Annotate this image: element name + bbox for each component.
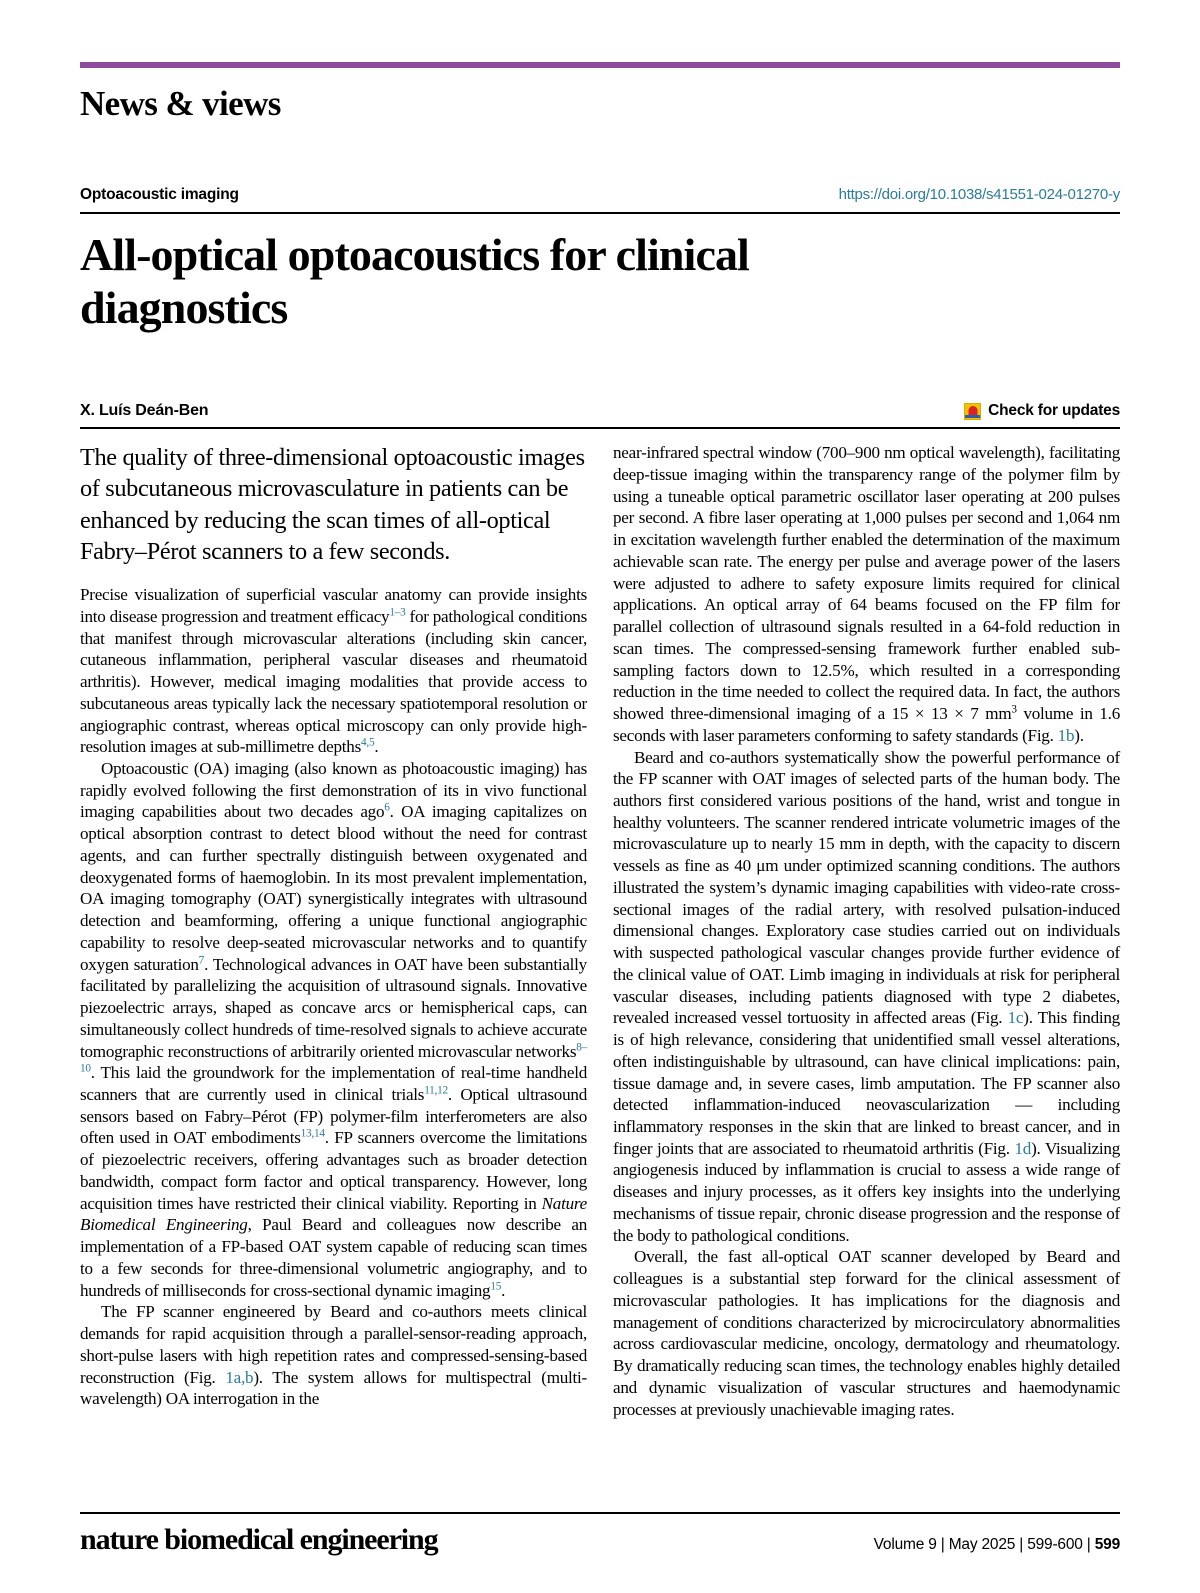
- crossmark-icon: [964, 403, 981, 420]
- check-for-updates-badge[interactable]: [964, 402, 1120, 420]
- p5-text-c: ). Visualizing angiogenesis induced by inflammation is crucial to assess a wide range of diseases and injury processes, as it offers key insights into the underlying mechanisms of tissue repair, chronic disease progression and the response of the body to pathological conditions.: [613, 1138, 1120, 1245]
- reference-13-14[interactable]: 13,14: [300, 1127, 325, 1140]
- reference-4-5[interactable]: 4,5: [361, 736, 375, 749]
- journal-name: nature biomedical engineering: [80, 1523, 438, 1556]
- author-divider: [80, 427, 1120, 429]
- folio-page-number: 599: [1094, 1536, 1120, 1553]
- p5-text-b: ). This finding is of high relevance, considering that unidentified small vessel alterations, often indistinguishable by ultrasound, can have clinical implications: pain, tissue damage and, in severe cases, limb amputation. The FP scanner also detected inflammation-induced neovascularization — including inflammatory responses in the skin that are linked to breast cancer, and in finger joints that are associated to rheumatoid arthritis (Fig.: [613, 1008, 1120, 1158]
- reference-11-12[interactable]: 11,12: [424, 1084, 448, 1097]
- p2-text-b: . OA imaging capitalizes on optical absorption contrast to detect blood without the need for contrast agents, and can further spectrally distinguish between oxygenated and deoxygenated forms of haemoglobin. In its most prevalent implementation, OA imaging tomography (OAT) synergistically integrates with ultrasound detection and beamforming, offering a unique functional angiographic capability to resolve deep-seated microvascular networks and to quantify oxygen saturation: [80, 802, 587, 974]
- reference-6[interactable]: 6: [384, 801, 390, 814]
- p4-text-a: near-infrared spectral window (700–900 nm optical wavelength), facilitating deep-tissue imaging within the transparency range of the polymer film by using a tuneable optical parametric oscillator laser operating at 200 pulses per second. A fibre laser operating at 1,000 pulses per second and 1,064 nm in excitation wavelength further enabled the determination of the maximum achievable scan rate. The energy per pulse and average power of the lasers were adjusted to adhere to safety exposure limits required for clinical applications. An optical array of 64 beams focused on the FP film for parallel collection of ultrasound signals resulted in a 64-fold reduction in scan times. The compressed-sensing framework further enabled sub-sampling factors down to 12.5%, which resulted in a corresponding reduction in the time needed to collect the required data. In fact, the authors showed three-dimensional imaging of a 15 × 13 × 7 mm: [613, 443, 1120, 724]
- right-column: [613, 442, 1120, 1420]
- figure-reference-1ab[interactable]: 1a,b: [225, 1367, 254, 1387]
- p5-text-a: Beard and co-authors systematically show the powerful performance of the FP scanner with OAT images of selected parts of the human body. The authors first considered various positions of the hand, wrist and tongue in healthy volunteers. The scanner rendered intricate volumetric images of the microvasculature up to nearly 15 mm in depth, with the capacity to discern vessels as fine as 40 μm under optimized scanning conditions. The authors illustrated the system’s dynamic imaging capabilities with video-rate cross-sectional images of the radial artery, with resolved pulsation-induced dimensional changes. Exploratory case studies carried out on individuals with suspected pathological vascular changes provide further evidence of the clinical value of OAT. Limb imaging in individuals at risk for peripheral vascular diseases, including patients diagnosed with type 2 diabetes, revealed increased vessel tortuosity in affected areas (Fig.: [613, 747, 1120, 1028]
- reference-7[interactable]: 7: [198, 953, 205, 966]
- p1-text-c: .: [374, 737, 379, 757]
- top-accent-rule: [80, 62, 1120, 68]
- author-name: X. Luís Deán-Ben: [80, 402, 209, 420]
- p2-text-d: . This laid the groundwork for the implementation of real-time handheld scanners that are currently used in clinical trials: [80, 1063, 587, 1104]
- section-kicker: Optoacoustic imaging: [80, 185, 239, 203]
- footer-divider: [80, 1512, 1120, 1514]
- paragraph-3: [80, 1301, 587, 1410]
- footer-row: [80, 1523, 1120, 1557]
- paragraph-5: [613, 747, 1120, 1247]
- figure-reference-1c[interactable]: 1c: [1007, 1008, 1024, 1028]
- kicker-row: [80, 186, 1120, 204]
- reference-8-10[interactable]: 8–10: [80, 1040, 587, 1075]
- standfirst: The quality of three-dimensional optoacoustic images of subcutaneous microvasculature in patients can be enhanced by reducing the scan times of all-optical Fabry–Pérot scanners to a few seconds.: [80, 444, 585, 565]
- p2-text-e: . Optical ultrasound sensors based on Fabry–Pérot (FP) polymer-film interferometers are also often used in OAT embodiments: [80, 1084, 587, 1148]
- check-for-updates-label: Check for updates: [988, 402, 1120, 420]
- body-columns: [80, 442, 1120, 1420]
- reference-15[interactable]: 15: [490, 1279, 502, 1292]
- masthead-news-and-views: News & views: [80, 84, 281, 123]
- doi-link[interactable]: https://doi.org/10.1038/s41551-024-01270-y: [838, 185, 1120, 203]
- p2-text-g: , Paul Beard and colleagues now describe an implementation of a FP-based OAT system capable of reducing scan times to a few seconds for three-dimensional volumetric angiography, and to hundreds of milliseconds for cross-sectional dynamic imaging: [80, 1215, 587, 1300]
- p1-text-a: Precise visualization of superficial vascular anatomy can provide insights into disease progression and treatment efficacy: [80, 585, 587, 626]
- page-title: All-optical optoacoustics for clinical diagnostics: [80, 228, 749, 333]
- kicker-divider: [80, 212, 1120, 214]
- p3-text-a: The FP scanner engineered by Beard and co-authors meets clinical demands for rapid acquisition through a parallel-sensor-reading approach, short-pulse lasers with high repetition rates and compressed-sensing-based reconstruction (Fig.: [80, 1302, 587, 1387]
- figure-reference-1d[interactable]: 1d: [1014, 1138, 1032, 1158]
- author-row: [80, 402, 1120, 420]
- p4-text-b: volume in 1.6 seconds with laser parameters conforming to safety standards (Fig.: [613, 704, 1121, 745]
- figure-reference-1b[interactable]: 1b: [1057, 725, 1075, 745]
- p2-text-c: . Technological advances in OAT have been substantially facilitated by parallelizing the acquisition of ultrasound signals. Innovative piezoelectric arrays, shaped as concave arcs or hemispherical caps, can simultaneously collect hundreds of time-resolved signals to achieve accurate tomographic reconstructions of arbitrarily oriented microvascular networks: [80, 954, 587, 1061]
- p2-text-f: . FP scanners overcome the limitations of piezoelectric receivers, offering advantages such as broader detection bandwidth, compact form factor and optical transparency. However, long acquisition times have restricted their clinical viability. Reporting in: [80, 1128, 587, 1213]
- paragraph-6: Overall, the fast all-optical OAT scanner developed by Beard and colleagues is a substantial step forward for the clinical assessment of microvascular pathologies. It has implications for the diagnosis and management of conditions characterized by microcirculatory abnormalities across cardiovascular medicine, oncology, dermatology and rheumatology. By dramatically reducing scan times, the technology enables highly detailed and dynamic visualization of vascular structures and haemodynamic processes at previously unachievable imaging rates.: [613, 1247, 1120, 1419]
- folio-prefix: Volume 9 | May 2025 | 599-600 |: [873, 1536, 1095, 1553]
- p2-text-h: .: [501, 1280, 506, 1300]
- page-footer: [80, 1512, 1120, 1557]
- journal-title-italic: Nature Biomedical Engineering: [80, 1193, 587, 1235]
- reference-1-3[interactable]: 1–3: [389, 606, 406, 619]
- paragraph-2: [80, 758, 587, 1301]
- p3-text-b: ). The system allows for multispectral (multi-wavelength) OA interrogation in the: [80, 1367, 587, 1409]
- left-column: [80, 442, 587, 1420]
- paragraph-4: [613, 442, 1120, 746]
- p1-text-b: for pathological conditions that manifest through microvascular alterations (including skin cancer, cutaneous inflammation, peripheral vascular diseases and rheumatoid arthritis). However, medical imaging modalities that provide access to subcutaneous areas typically lack the necessary spatiotemporal resolution or angiographic contrast, whereas optical microscopy can only provide high-resolution images at sub-millimetre depths: [80, 606, 588, 757]
- p2-text-a: Optoacoustic (OA) imaging (also known as photoacoustic imaging) has rapidly evolved following the first demonstration of its in vivo functional imaging capabilities about two decades ago: [80, 758, 587, 822]
- p4-text-c: ).: [1074, 725, 1084, 745]
- paragraph-1: [80, 584, 587, 758]
- superscript-cubic: 3: [1011, 703, 1017, 716]
- folio: [874, 1536, 1120, 1554]
